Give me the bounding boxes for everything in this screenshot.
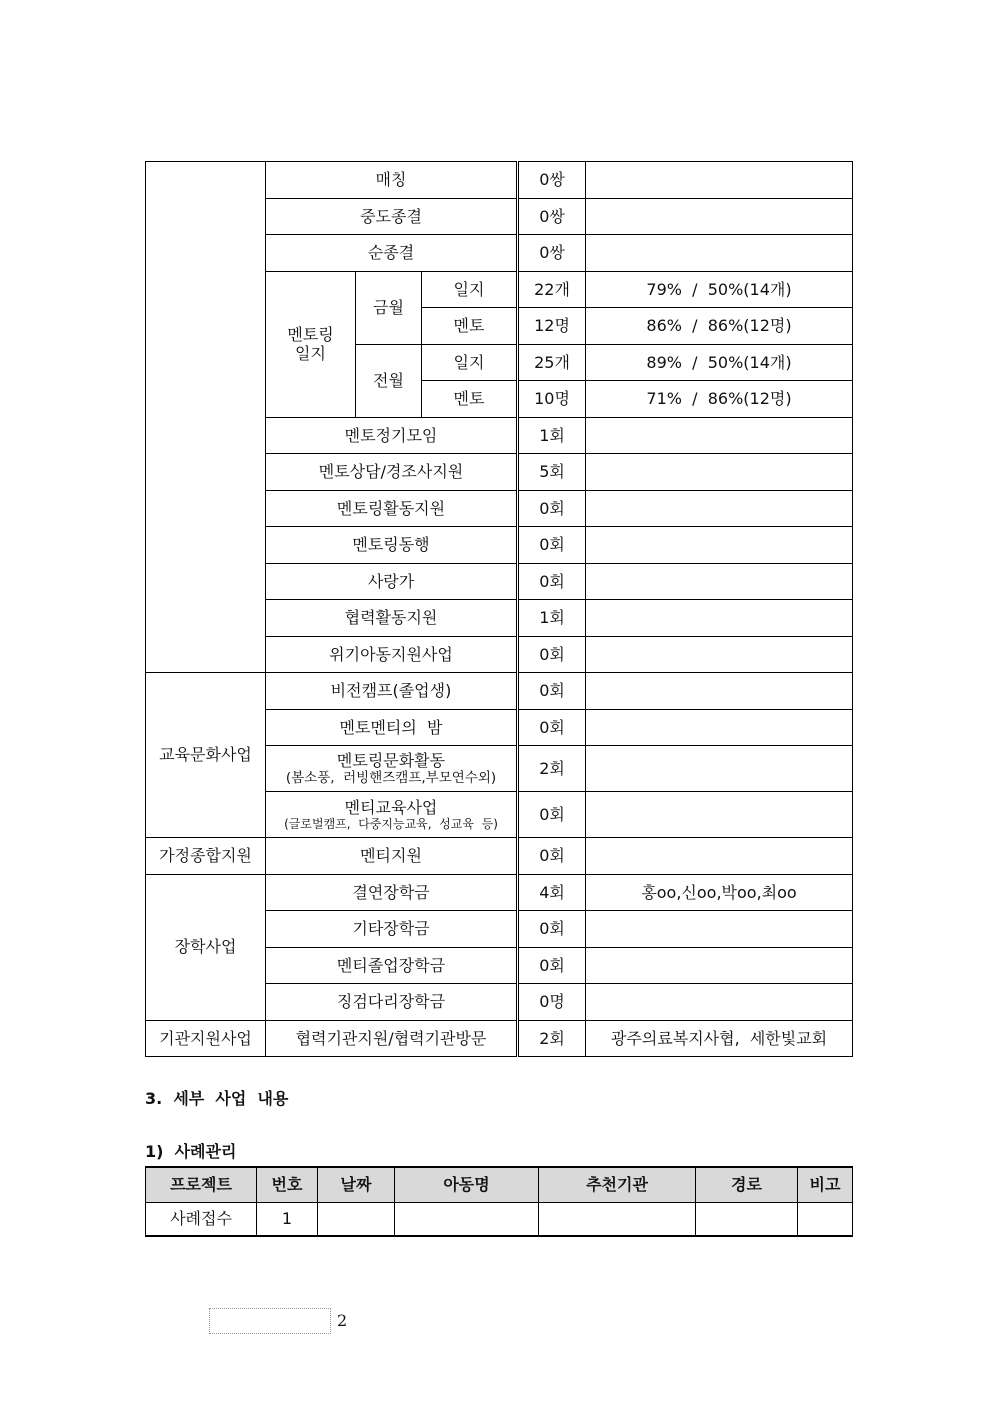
row-sublabel: (봄소풍, 러빙핸즈캠프,부모연수외) <box>285 770 497 786</box>
journal-type: 멘토 <box>422 381 518 418</box>
column-header: 경로 <box>696 1167 798 1203</box>
row-label: 멘토정기모임 <box>266 417 518 454</box>
row-value: 0회 <box>518 490 586 527</box>
month-label: 금월 <box>356 271 422 344</box>
table-cell: 사례접수 <box>146 1203 257 1237</box>
row-value: 4회 <box>518 874 586 911</box>
row-label: 멘토링활동지원 <box>266 490 518 527</box>
row-value: 0회 <box>518 709 586 746</box>
table-cell <box>798 1203 853 1237</box>
row-value: 0쌍 <box>518 162 586 199</box>
journal-label-line1: 멘토링 <box>287 324 334 344</box>
category-label: 교육문화사업 <box>146 673 266 838</box>
statistics-table <box>145 161 853 1057</box>
row-note <box>586 792 853 838</box>
row-value: 2회 <box>518 1020 586 1057</box>
row-value: 25개 <box>518 344 586 381</box>
table-row <box>146 1020 853 1057</box>
row-label: 순종결 <box>266 235 518 272</box>
row-label: 결연장학금 <box>266 874 518 911</box>
row-note <box>586 636 853 673</box>
table-row <box>146 673 853 710</box>
row-label: 멘토링문화활동 <box>336 750 446 770</box>
row-value: 1회 <box>518 600 586 637</box>
row-value: 0회 <box>518 792 586 838</box>
row-label: 비전캠프(졸업생) <box>266 673 518 710</box>
row-value: 0회 <box>518 947 586 984</box>
column-header: 아동명 <box>395 1167 539 1203</box>
column-header: 번호 <box>257 1167 318 1203</box>
column-header: 프로젝트 <box>146 1167 257 1203</box>
column-header: 날짜 <box>318 1167 395 1203</box>
row-note: 79% / 50%(14개) <box>586 271 853 308</box>
journal-label <box>266 271 356 417</box>
row-note <box>586 235 853 272</box>
row-label: 중도종결 <box>266 198 518 235</box>
row-label: 위기아동지원사업 <box>266 636 518 673</box>
column-header: 추천기관 <box>539 1167 696 1203</box>
row-note <box>586 563 853 600</box>
table-header-row <box>146 1167 853 1203</box>
row-label: 매칭 <box>266 162 518 199</box>
subsection-heading: 1) 사례관리 <box>145 1142 237 1161</box>
row-label: 멘토상담/경조사지원 <box>266 454 518 491</box>
row-note: 홍oo,신oo,박oo,최oo <box>586 874 853 911</box>
row-value: 22개 <box>518 271 586 308</box>
category-label: 기관지원사업 <box>146 1020 266 1057</box>
row-value: 0회 <box>518 527 586 564</box>
table-cell: 1 <box>257 1203 318 1237</box>
row-note <box>586 527 853 564</box>
row-value: 2회 <box>518 746 586 792</box>
row-note <box>586 746 853 792</box>
row-value: 0회 <box>518 911 586 948</box>
row-value: 0회 <box>518 673 586 710</box>
table-row <box>146 838 853 875</box>
row-value: 5회 <box>518 454 586 491</box>
table-cell <box>395 1203 539 1237</box>
category-label: 가정종합지원 <box>146 838 266 875</box>
row-note <box>586 600 853 637</box>
row-note: 89% / 50%(14개) <box>586 344 853 381</box>
row-label: 멘토멘티의 밤 <box>266 709 518 746</box>
row-label: 멘티지원 <box>266 838 518 875</box>
row-value: 12명 <box>518 308 586 345</box>
table-cell <box>318 1203 395 1237</box>
row-note: 86% / 86%(12명) <box>586 308 853 345</box>
row-label: 멘티졸업장학금 <box>266 947 518 984</box>
table-row <box>146 162 853 199</box>
row-value: 10명 <box>518 381 586 418</box>
row-label: 사랑가 <box>266 563 518 600</box>
footer-box <box>209 1308 331 1334</box>
journal-type: 일지 <box>422 271 518 308</box>
row-note: 71% / 86%(12명) <box>586 381 853 418</box>
journal-label-line2: 일지 <box>295 344 326 363</box>
row-note <box>586 162 853 199</box>
row-note <box>586 709 853 746</box>
journal-type: 일지 <box>422 344 518 381</box>
table-row <box>146 874 853 911</box>
column-header: 비고 <box>798 1167 853 1203</box>
row-note <box>586 417 853 454</box>
page-number: 2 <box>337 1311 348 1330</box>
row-label-multiline <box>266 792 518 838</box>
row-note <box>586 490 853 527</box>
row-value: 0회 <box>518 563 586 600</box>
row-note <box>586 947 853 984</box>
section-heading: 3. 세부 사업 내용 <box>145 1089 289 1108</box>
row-note <box>586 454 853 491</box>
category-cell-empty <box>146 162 266 673</box>
row-note: 광주의료복지사협, 세한빛교회 <box>586 1020 853 1057</box>
month-label: 전월 <box>356 344 422 417</box>
row-label: 협력기관지원/협력기관방문 <box>266 1020 518 1057</box>
row-value: 0쌍 <box>518 198 586 235</box>
row-label: 멘토링동행 <box>266 527 518 564</box>
row-value: 0명 <box>518 984 586 1021</box>
row-value: 1회 <box>518 417 586 454</box>
row-label: 협력활동지원 <box>266 600 518 637</box>
row-label: 징검다리장학금 <box>266 984 518 1021</box>
row-note <box>586 673 853 710</box>
row-label: 멘티교육사업 <box>344 797 438 817</box>
table-row <box>146 1203 853 1237</box>
row-note <box>586 838 853 875</box>
row-value: 0쌍 <box>518 235 586 272</box>
row-note <box>586 198 853 235</box>
row-sublabel: (글로벌캠프, 다중지능교육, 성교육 등) <box>284 816 498 831</box>
table-cell <box>696 1203 798 1237</box>
row-note <box>586 911 853 948</box>
row-label-multiline <box>266 746 518 792</box>
row-label: 기타장학금 <box>266 911 518 948</box>
row-value: 0회 <box>518 838 586 875</box>
journal-type: 멘토 <box>422 308 518 345</box>
row-value: 0회 <box>518 636 586 673</box>
case-management-table <box>145 1166 853 1237</box>
category-label: 장학사업 <box>146 874 266 1020</box>
table-cell <box>539 1203 696 1237</box>
row-note <box>586 984 853 1021</box>
